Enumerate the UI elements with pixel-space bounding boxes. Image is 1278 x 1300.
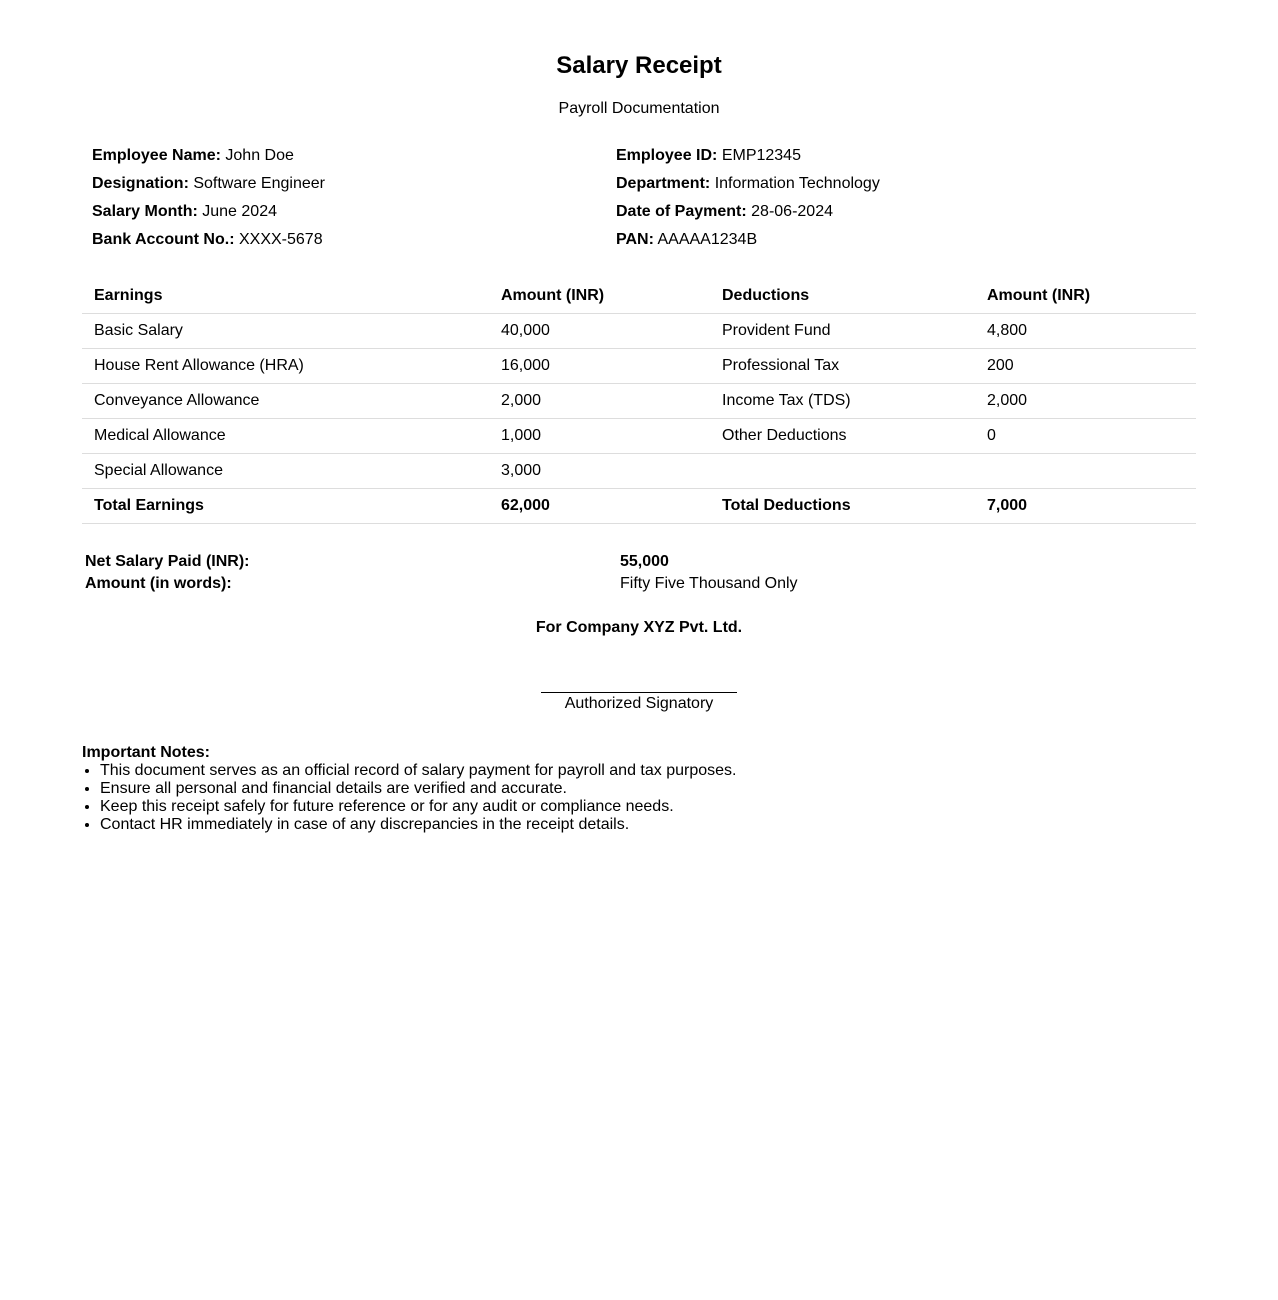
table-row [82, 314, 1196, 349]
earnings-deductions-table [82, 279, 1196, 524]
field-label: Date of Payment: [616, 203, 747, 220]
earning-item: Special Allowance [82, 454, 489, 489]
earning-amount: 2,000 [489, 384, 710, 419]
amount-words-row [85, 573, 1185, 595]
field-label: Employee ID: [616, 147, 718, 164]
deduction-item: Professional Tax [710, 349, 975, 384]
list-item: • Keep this receipt safely for future reference or for any audit or compliance needs. [100, 798, 1182, 816]
field-value: AAAAA1234B [657, 231, 758, 248]
deduction-amount: 0 [975, 419, 1196, 454]
deduction-amount: 2,000 [975, 384, 1196, 419]
bank-account [92, 230, 323, 250]
table-row [82, 349, 1196, 384]
column-header-deductions-amount: Amount (INR) [975, 279, 1196, 314]
earning-amount: 3,000 [489, 454, 710, 489]
employee-id [616, 146, 801, 166]
net-salary-section [85, 551, 1185, 595]
field-label: Bank Account No.: [92, 231, 235, 248]
field-value: EMP12345 [721, 147, 801, 164]
field-label: PAN: [616, 231, 654, 248]
important-notes [82, 744, 1182, 834]
employee-details-row [92, 146, 1192, 174]
deduction-item [710, 454, 975, 489]
salary-month [92, 202, 277, 222]
list-item: • Ensure all personal and financial details are verified and accurate. [100, 780, 1182, 798]
field-label: Department: [616, 175, 711, 192]
net-salary-row [85, 551, 1185, 573]
table-row [82, 384, 1196, 419]
field-value: June 2024 [202, 203, 277, 220]
notes-title: Important Notes: [82, 744, 210, 761]
payment-date [616, 202, 833, 222]
table-total-row [82, 489, 1196, 524]
earning-item: Conveyance Allowance [82, 384, 489, 419]
net-salary-value: 55,000 [620, 553, 669, 570]
pan-number [616, 230, 757, 250]
field-label: Salary Month: [92, 203, 198, 220]
deduction-item: Income Tax (TDS) [710, 384, 975, 419]
notes-list [82, 762, 1182, 834]
field-value: 28-06-2024 [751, 203, 833, 220]
field-value: Software Engineer [193, 175, 325, 192]
field-value: Information Technology [714, 175, 880, 192]
earning-item: House Rent Allowance (HRA) [82, 349, 489, 384]
earning-amount: 40,000 [489, 314, 710, 349]
list-item: • This document serves as an official record of salary payment for payroll and tax purposes. [100, 762, 1182, 780]
company-name: For Company XYZ Pvt. Ltd. [535, 619, 743, 636]
earning-item: Basic Salary [82, 314, 489, 349]
department [616, 174, 880, 194]
earning-amount: 1,000 [489, 419, 710, 454]
amount-words-value: Fifty Five Thousand Only [620, 575, 798, 592]
earning-amount: 16,000 [489, 349, 710, 384]
table-header-row [82, 279, 1196, 314]
deduction-item: Provident Fund [710, 314, 975, 349]
deduction-amount [975, 454, 1196, 489]
field-label: Designation: [92, 175, 189, 192]
field-value: XXXX-5678 [238, 231, 323, 248]
designation [92, 174, 325, 194]
column-header-earnings-amount: Amount (INR) [489, 279, 710, 314]
employee-details-row [92, 202, 1192, 230]
deduction-item: Other Deductions [710, 419, 975, 454]
employee-details-row [92, 174, 1192, 202]
total-earnings-label: Total Earnings [82, 489, 489, 524]
total-deductions-value: 7,000 [975, 489, 1196, 524]
table-row [82, 419, 1196, 454]
field-label: Employee Name: [92, 147, 221, 164]
column-header-earnings: Earnings [82, 279, 489, 314]
earning-item: Medical Allowance [82, 419, 489, 454]
amount-words-label: Amount (in words): [85, 575, 232, 592]
employee-name [92, 146, 294, 166]
page-title: Salary Receipt [556, 52, 722, 79]
deduction-amount: 200 [975, 349, 1196, 384]
field-value: John Doe [225, 147, 294, 164]
authorized-signatory: Authorized Signatory [564, 695, 714, 712]
deduction-amount: 4,800 [975, 314, 1196, 349]
column-header-deductions: Deductions [710, 279, 975, 314]
employee-details-row [92, 230, 1192, 258]
total-earnings-value: 62,000 [489, 489, 710, 524]
list-item: • Contact HR immediately in case of any discrepancies in the receipt details. [100, 816, 1182, 834]
table-row [82, 454, 1196, 489]
page-subtitle: Payroll Documentation [558, 100, 720, 117]
signature-line [541, 692, 737, 693]
net-salary-label: Net Salary Paid (INR): [85, 553, 250, 570]
total-deductions-label: Total Deductions [710, 489, 975, 524]
employee-details [92, 146, 1192, 258]
